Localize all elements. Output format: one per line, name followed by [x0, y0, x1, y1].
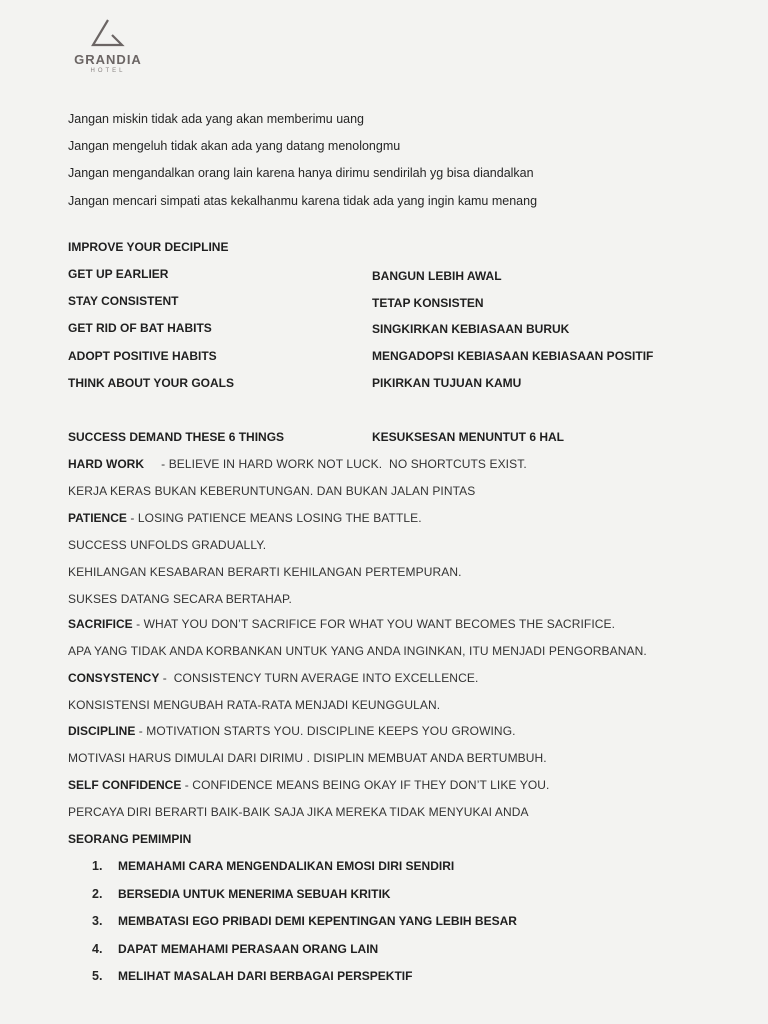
success-line: KERJA KERAS BUKAN KEBERUNTUNGAN. DAN BUKAN JALAN PINTAS [68, 484, 476, 498]
success-desc: - LOSING PATIENCE MEANS LOSING THE BATTLE. [126, 511, 422, 525]
success-term: DISCIPLINE [68, 724, 136, 738]
discipline-id: BANGUN LEBIH AWAL [372, 269, 502, 283]
success-desc: - MOTIVATION STARTS YOU. DISCIPLINE KEEPS YOU GROWING. [135, 724, 516, 738]
list-number: 2. [92, 887, 103, 901]
success-item [68, 724, 516, 738]
success-item [68, 457, 527, 471]
discipline-en: GET UP EARLIER [68, 267, 169, 281]
success-line: KEHILANGAN KESABARAN BERARTI KEHILANGAN PERTEMPURAN. [68, 565, 462, 579]
success-item [68, 617, 615, 631]
discipline-heading: IMPROVE YOUR DECIPLINE [68, 240, 229, 254]
list-number: 1. [92, 859, 103, 873]
success-line: SUCCESS UNFOLDS GRADUALLY. [68, 538, 267, 552]
leader-item: MEMAHAMI CARA MENGENDALIKAN EMOSI DIRI SENDIRI [118, 859, 455, 873]
list-number: 3. [92, 914, 103, 928]
success-heading-id: KESUKSESAN MENUNTUT 6 HAL [372, 430, 565, 444]
intro-line: Jangan mengandalkan orang lain karena hanya dirimu sendirilah yg bisa diandalkan [68, 166, 534, 180]
success-desc: - BELIEVE IN HARD WORK NOT LUCK. NO SHORTCUTS EXIST. [144, 457, 527, 471]
success-term: CONSYSTENCY [68, 671, 160, 685]
leader-item: MELIHAT MASALAH DARI BERBAGAI PERSPEKTIF [118, 969, 413, 983]
discipline-en: STAY CONSISTENT [68, 294, 179, 308]
discipline-id: SINGKIRKAN KEBIASAAN BURUK [372, 322, 570, 336]
success-line: KONSISTENSI MENGUBAH RATA-RATA MENJADI KEUNGGULAN. [68, 698, 441, 712]
leader-heading: SEORANG PEMIMPIN [68, 832, 192, 846]
list-number: 4. [92, 942, 103, 956]
success-line: APA YANG TIDAK ANDA KORBANKAN UNTUK YANG ANDA INGINKAN, ITU MENJADI PENGORBANAN. [68, 644, 647, 658]
success-term: SELF CONFIDENCE [68, 778, 182, 792]
logo-subtitle: HOTEL [90, 68, 126, 74]
success-line: PERCAYA DIRI BERARTI BAIK-BAIK SAJA JIKA MEREKA TIDAK MENYUKAI ANDA [68, 805, 529, 819]
hotel-logo [66, 18, 150, 74]
success-item [68, 778, 550, 792]
success-desc: - CONSISTENCY TURN AVERAGE INTO EXCELLENCE. [159, 671, 479, 685]
logo-name: GRANDIA [74, 52, 142, 67]
success-term: HARD WORK [68, 457, 144, 471]
success-desc: - CONFIDENCE MEANS BEING OKAY IF THEY DON’T LIKE YOU. [181, 778, 550, 792]
success-desc: - WHAT YOU DON’T SACRIFICE FOR WHAT YOU WANT BECOMES THE SACRIFICE. [132, 617, 616, 631]
discipline-en: THINK ABOUT YOUR GOALS [68, 376, 235, 390]
intro-line: Jangan mengeluh tidak akan ada yang datang menolongmu [68, 139, 401, 153]
intro-line: Jangan miskin tidak ada yang akan memberimu uang [68, 112, 365, 126]
success-item [68, 511, 422, 525]
success-term: PATIENCE [68, 511, 127, 525]
discipline-en: GET RID OF BAT HABITS [68, 321, 212, 335]
discipline-id: MENGADOPSI KEBIASAAN KEBIASAAN POSITIF [372, 349, 654, 363]
discipline-en: ADOPT POSITIVE HABITS [68, 349, 217, 363]
leader-item: DAPAT MEMAHAMI PERASAAN ORANG LAIN [118, 942, 379, 956]
success-line: SUKSES DATANG SECARA BERTAHAP. [68, 592, 292, 606]
leader-item: BERSEDIA UNTUK MENERIMA SEBUAH KRITIK [118, 887, 391, 901]
success-item [68, 671, 478, 685]
triangle-logo-icon [90, 18, 126, 48]
success-heading-en: SUCCESS DEMAND THESE 6 THINGS [68, 430, 285, 444]
leader-item: MEMBATASI EGO PRIBADI DEMI KEPENTINGAN YANG LEBIH BESAR [118, 914, 517, 928]
discipline-id: PIKIRKAN TUJUAN KAMU [372, 376, 522, 390]
list-number: 5. [92, 969, 103, 983]
discipline-id: TETAP KONSISTEN [372, 296, 484, 310]
success-line: MOTIVASI HARUS DIMULAI DARI DIRIMU . DISIPLIN MEMBUAT ANDA BERTUMBUH. [68, 751, 547, 765]
intro-line: Jangan mencari simpati atas kekalhanmu karena tidak ada yang ingin kamu menang [68, 194, 538, 208]
success-term: SACRIFICE [68, 617, 133, 631]
